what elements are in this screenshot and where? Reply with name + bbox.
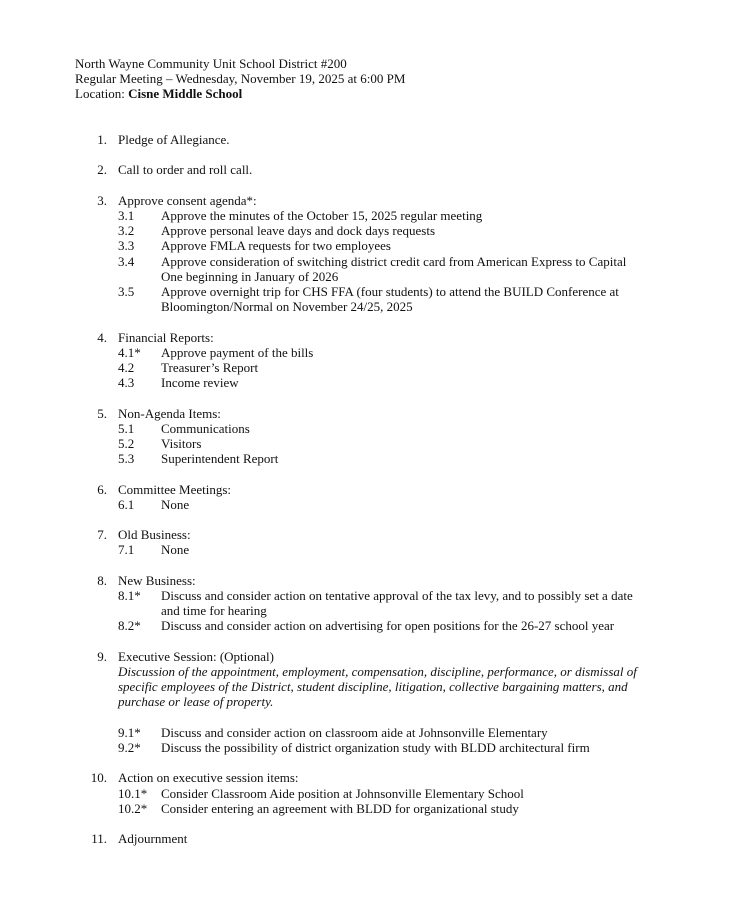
agenda-subitem-number: 9.1* bbox=[118, 724, 141, 740]
meeting-location bbox=[75, 86, 730, 101]
agenda-item-number: 1. bbox=[97, 132, 107, 147]
agenda-item bbox=[75, 573, 730, 634]
agenda-item bbox=[75, 649, 730, 755]
agenda-subitem-number: 3.3 bbox=[118, 238, 135, 254]
agenda-item-number: 7. bbox=[97, 527, 107, 543]
agenda-item-title: Pledge of Allegiance. bbox=[118, 132, 230, 147]
agenda-subitem bbox=[118, 542, 730, 557]
agenda-subitem bbox=[118, 238, 730, 253]
agenda-subitem bbox=[118, 375, 730, 390]
agenda-item-title: Adjournment bbox=[118, 831, 188, 847]
agenda-item-number: 3. bbox=[97, 192, 107, 208]
agenda-item-heading bbox=[75, 527, 730, 542]
agenda-subitem-text: Consider Classroom Aide position at Johnsonville Elementary School bbox=[161, 785, 524, 801]
agenda-subitem-text: Treasurer’s Report bbox=[161, 360, 259, 375]
agenda-subitem-text: Visitors bbox=[161, 436, 202, 451]
agenda-item-title: Action on executive session items: bbox=[118, 770, 299, 786]
agenda-subitem-text: Approve payment of the bills bbox=[161, 344, 314, 360]
agenda-item-note: Discussion of the appointment, employment, compensation, discipline, performance, or dismissal of specific employees of the District, student discipline, litigation, collective bargaining matters, and purchase or lease of property. bbox=[118, 663, 637, 710]
agenda-item-number: 10. bbox=[90, 770, 107, 786]
agenda-subitem-number: 4.1* bbox=[118, 344, 141, 360]
agenda-item-title: Executive Session: (Optional) bbox=[118, 648, 274, 664]
agenda-item bbox=[75, 330, 730, 391]
agenda-subitem bbox=[118, 345, 730, 360]
agenda-subitem bbox=[118, 360, 730, 375]
agenda-subitem-text: Approve overnight trip for CHS FFA (four students) to attend the BUILD Conference at Bloomington/Normal on November 24/25, 2025 bbox=[161, 284, 619, 315]
agenda-subitem bbox=[118, 725, 730, 740]
agenda-item bbox=[75, 770, 730, 816]
agenda-subitem-text: Discuss the possibility of district organization study with BLDD architectural firm bbox=[161, 739, 590, 755]
agenda-subitem-text: None bbox=[161, 542, 190, 558]
agenda-item-title: Non-Agenda Items: bbox=[118, 405, 221, 421]
agenda-subitem bbox=[118, 740, 730, 755]
agenda-item-number: 5. bbox=[97, 405, 107, 421]
agenda-subitem-text: Approve FMLA requests for two employees bbox=[161, 238, 391, 254]
agenda-item-title: Financial Reports: bbox=[118, 329, 214, 345]
agenda-subitem bbox=[118, 786, 730, 801]
agenda-item-title: Approve consent agenda*: bbox=[118, 192, 257, 208]
agenda-subitem-number: 4.3 bbox=[118, 375, 135, 391]
agenda-item-number: 11. bbox=[91, 831, 107, 847]
agenda-item bbox=[75, 193, 730, 315]
agenda-subitem-number: 5.2 bbox=[118, 436, 135, 451]
agenda-subitem-number: 10.2* bbox=[118, 800, 148, 816]
agenda-item-heading bbox=[75, 330, 730, 345]
agenda-item-title: Committee Meetings: bbox=[118, 481, 232, 497]
agenda-subitem-text: Approve the minutes of the October 15, 2025 regular meeting bbox=[161, 207, 483, 223]
agenda-item-heading bbox=[75, 162, 730, 177]
agenda-subitem bbox=[118, 421, 730, 436]
agenda-item-heading bbox=[75, 406, 730, 421]
agenda-subitem-number: 7.1 bbox=[118, 542, 135, 558]
agenda-subitem bbox=[118, 588, 730, 618]
agenda-item-heading bbox=[75, 649, 730, 664]
agenda-item-title: Old Business: bbox=[118, 527, 191, 543]
agenda-item-title: New Business: bbox=[118, 572, 196, 588]
location-label: Location: bbox=[75, 86, 129, 102]
agenda-subitem-number: 10.1* bbox=[118, 785, 148, 801]
meeting-info: Regular Meeting – Wednesday, November 19, 2025 at 6:00 PM bbox=[75, 71, 406, 87]
agenda-item-number: 2. bbox=[97, 162, 107, 178]
agenda-item-title: Call to order and roll call. bbox=[118, 162, 253, 178]
agenda-subitem bbox=[118, 284, 730, 314]
agenda-item-number: 6. bbox=[97, 481, 107, 497]
agenda-subitem-text: Discuss and consider action on tentative approval of the tax levy, and to possibly set a date and time for hearing bbox=[161, 587, 633, 619]
agenda-subitem-text: Superintendent Report bbox=[161, 451, 279, 467]
agenda-item-heading bbox=[75, 482, 730, 497]
location-value: Cisne Middle School bbox=[128, 86, 243, 102]
agenda-subitem bbox=[118, 223, 730, 238]
agenda-item-number: 8. bbox=[97, 572, 107, 588]
document-header bbox=[75, 56, 730, 102]
agenda-subitem-number: 3.4 bbox=[118, 253, 135, 269]
agenda-subitem-number: 3.5 bbox=[118, 284, 135, 299]
agenda-item-heading bbox=[75, 132, 730, 147]
agenda-subitem-number: 8.2* bbox=[118, 618, 141, 634]
agenda-subitem bbox=[118, 801, 730, 816]
agenda-subitem-text: None bbox=[161, 496, 190, 512]
agenda-subitem-text: Income review bbox=[161, 375, 239, 391]
agenda-subitem-text: Approve consideration of switching district credit card from American Express to Capital One beginning in January of 2026 bbox=[161, 253, 627, 284]
district-name: North Wayne Community Unit School District #200 bbox=[75, 56, 347, 71]
agenda-subitem bbox=[118, 451, 730, 466]
agenda-list bbox=[75, 132, 730, 846]
agenda-item bbox=[75, 831, 730, 846]
agenda-item-number: 4. bbox=[97, 329, 107, 345]
agenda-subitem-text: Discuss and consider action on classroom aide at Johnsonville Elementary bbox=[161, 724, 548, 740]
agenda-item-heading bbox=[75, 770, 730, 785]
agenda-subitem bbox=[118, 618, 730, 633]
agenda-item bbox=[75, 132, 730, 147]
agenda-subitem bbox=[118, 436, 730, 451]
agenda-item-number: 9. bbox=[97, 648, 107, 664]
agenda-subitem bbox=[118, 497, 730, 512]
agenda-item-heading bbox=[75, 573, 730, 588]
agenda-subitem-number: 4.2 bbox=[118, 360, 135, 375]
agenda-subitem-number: 3.2 bbox=[118, 223, 135, 239]
agenda-subitem-number: 5.3 bbox=[118, 451, 135, 467]
agenda-subitem-text: Discuss and consider action on advertising for open positions for the 26-27 school year bbox=[161, 618, 615, 634]
agenda-subitem bbox=[118, 208, 730, 223]
agenda-subitem-number: 6.1 bbox=[118, 496, 135, 512]
agenda-subitem-number: 8.1* bbox=[118, 587, 141, 603]
agenda-subitem-number: 5.1 bbox=[118, 420, 135, 436]
agenda-subitem-number: 9.2* bbox=[118, 739, 141, 755]
agenda-subitem-text: Communications bbox=[161, 420, 250, 436]
agenda-subitem bbox=[118, 254, 730, 284]
agenda-subitem-text: Approve personal leave days and dock days requests bbox=[161, 223, 435, 239]
agenda-item-heading bbox=[75, 193, 730, 208]
agenda-item bbox=[75, 482, 730, 512]
agenda-subitem-number: 3.1 bbox=[118, 207, 135, 223]
agenda-subitem-text: Consider entering an agreement with BLDD for organizational study bbox=[161, 800, 519, 816]
agenda-item bbox=[75, 527, 730, 557]
agenda-item-heading bbox=[75, 831, 730, 846]
agenda-item bbox=[75, 162, 730, 177]
agenda-item bbox=[75, 406, 730, 467]
